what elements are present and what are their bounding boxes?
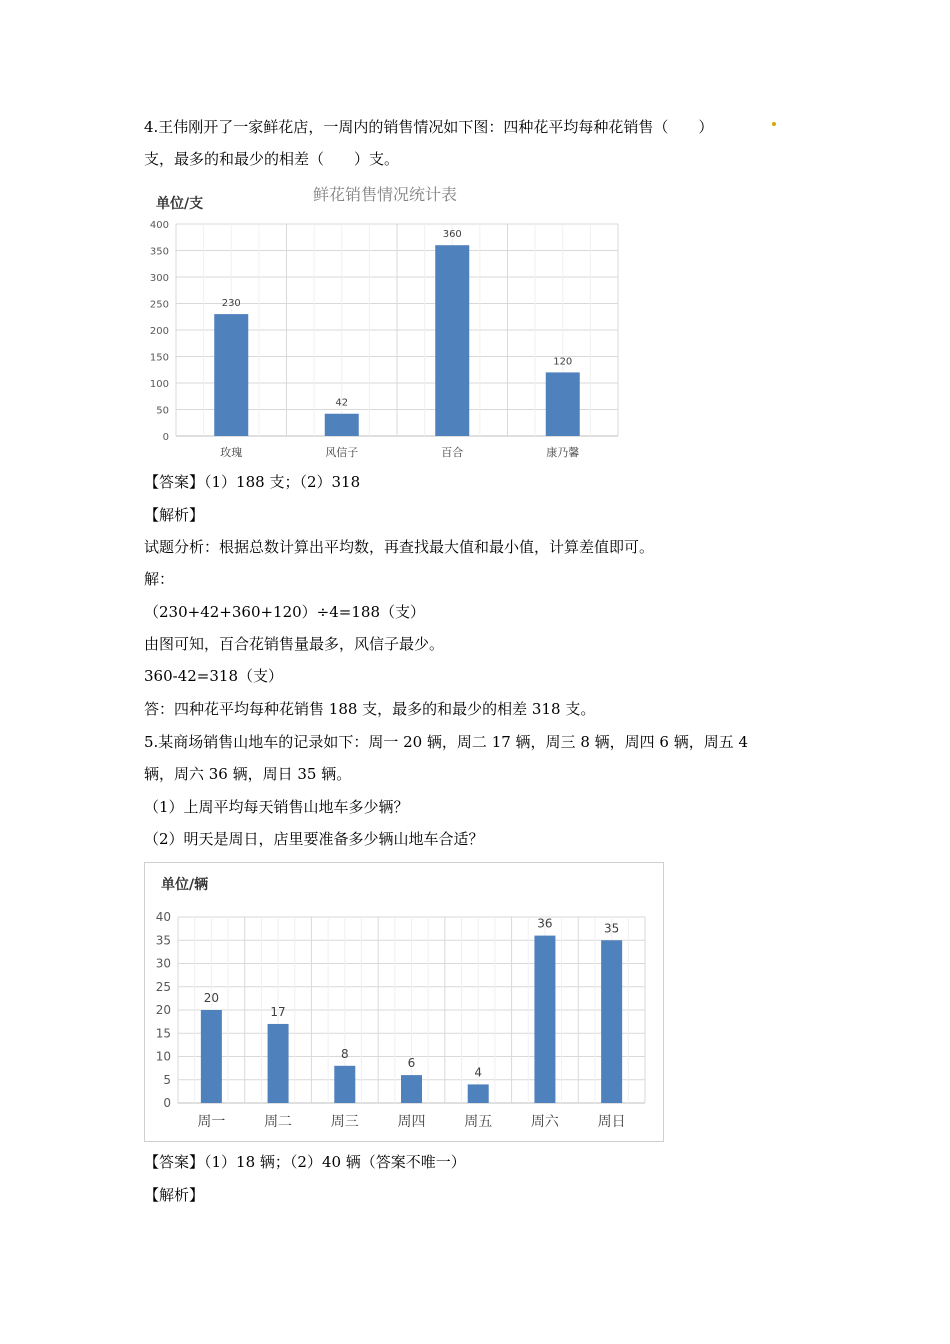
y-tick-label: 10 [155, 1049, 171, 1064]
y-tick-label: 400 [149, 220, 169, 231]
data-label: 8 [340, 1046, 349, 1061]
bike-sales-chart-svg [145, 863, 663, 1141]
y-tick-label: 100 [149, 379, 169, 390]
data-label: 4 [474, 1065, 483, 1080]
chart-unit-label: 单位/辆 [161, 877, 209, 893]
bar [546, 372, 580, 436]
category-label: 康乃馨 [546, 446, 580, 459]
q4-step1: （230+42+360+120）÷4=188（支） [144, 603, 425, 621]
y-tick-label: 35 [155, 933, 171, 948]
y-tick-label: 50 [156, 405, 169, 417]
q5-subquestion-2: （2）明天是周日，店里要准备多少辆山地车合适？ [144, 830, 484, 848]
bar [468, 1084, 489, 1103]
y-tick-label: 25 [155, 979, 171, 994]
y-tick-label: 15 [155, 1026, 171, 1041]
q5-text-line1: 5.某商场销售山地车的记录如下：周一 20 辆，周二 17 辆，周三 8 辆，周四 6 辆，周五 4 [144, 733, 749, 751]
category-label: 风信子 [325, 446, 359, 459]
category-label: 周五 [464, 1114, 493, 1130]
flower-sales-chart-svg [144, 180, 624, 465]
bar [325, 414, 359, 436]
y-tick-label: 350 [149, 246, 169, 258]
data-label: 17 [270, 1004, 286, 1019]
data-label: 230 [221, 298, 241, 310]
q4-final-answer: 答：四种花平均每种花销售 188 支，最多的和最少的相差 318 支。 [144, 700, 596, 718]
q4-solution-heading: 解： [144, 570, 175, 588]
bar [401, 1075, 422, 1103]
y-tick-label: 150 [149, 352, 169, 364]
data-label: 20 [203, 991, 219, 1005]
category-label: 周二 [264, 1114, 293, 1130]
q5-analysis-heading: 【解析】 [144, 1186, 205, 1204]
y-tick-label: 300 [149, 273, 169, 284]
q4-analysis-text: 试题分析：根据总数计算出平均数，再查找最大值和最小值，计算差值即可。 [144, 538, 655, 556]
y-tick-label: 20 [155, 1003, 171, 1017]
q5-subquestion-1: （1）上周平均每天销售山地车多少辆？ [144, 798, 409, 816]
q4-step2: 由图可知，百合花销售量最多，风信子最少。 [144, 635, 445, 653]
bar [601, 940, 622, 1103]
y-tick-label: 250 [149, 299, 169, 311]
y-tick-label: 5 [163, 1072, 171, 1087]
data-label: 120 [553, 356, 573, 368]
bike-sales-chart [144, 862, 664, 1142]
bar [534, 936, 555, 1103]
q4-answer: 【答案】（1）188 支；（2）318 [144, 473, 361, 491]
data-label: 6 [407, 1056, 416, 1071]
category-label: 玫瑰 [220, 446, 243, 459]
flower-sales-chart [144, 180, 624, 465]
q4-analysis-heading: 【解析】 [144, 506, 205, 524]
bar [268, 1024, 289, 1103]
category-label: 周三 [330, 1114, 359, 1130]
category-label: 周四 [397, 1114, 426, 1130]
bar [214, 314, 248, 436]
q4-step3: 360-42=318（支） [144, 667, 283, 685]
y-tick-label: 30 [155, 956, 171, 971]
data-label: 35 [604, 921, 620, 936]
bar [334, 1066, 355, 1103]
bar [435, 245, 469, 436]
data-label: 360 [442, 229, 462, 241]
q5-text-line2: 辆，周六 36 辆，周日 35 辆。 [144, 765, 352, 783]
data-label: 42 [335, 397, 349, 409]
category-label: 周六 [530, 1114, 559, 1130]
q4-text-line1: 4.王伟刚开了一家鲜花店，一周内的销售情况如下图：四种花平均每种花销售（ ） [144, 118, 714, 136]
y-tick-label: 40 [155, 910, 171, 924]
data-label: 36 [537, 916, 553, 931]
q4-text-line2: 支，最多的和最少的相差（ ）支。 [144, 150, 400, 168]
q5-answer: 【答案】（1）18 辆；（2）40 辆（答案不唯一） [144, 1153, 466, 1171]
category-label: 周一 [197, 1114, 226, 1130]
category-label: 周日 [597, 1114, 626, 1130]
bar [201, 1010, 222, 1103]
y-tick-label: 0 [162, 432, 169, 443]
y-tick-label: 0 [163, 1096, 171, 1110]
category-label: 百合 [441, 446, 464, 459]
chart-unit-label: 单位/支 [156, 196, 204, 212]
y-tick-label: 200 [149, 326, 169, 337]
marker-dot [772, 122, 776, 126]
chart-title: 鲜花销售情况统计表 [312, 185, 458, 204]
